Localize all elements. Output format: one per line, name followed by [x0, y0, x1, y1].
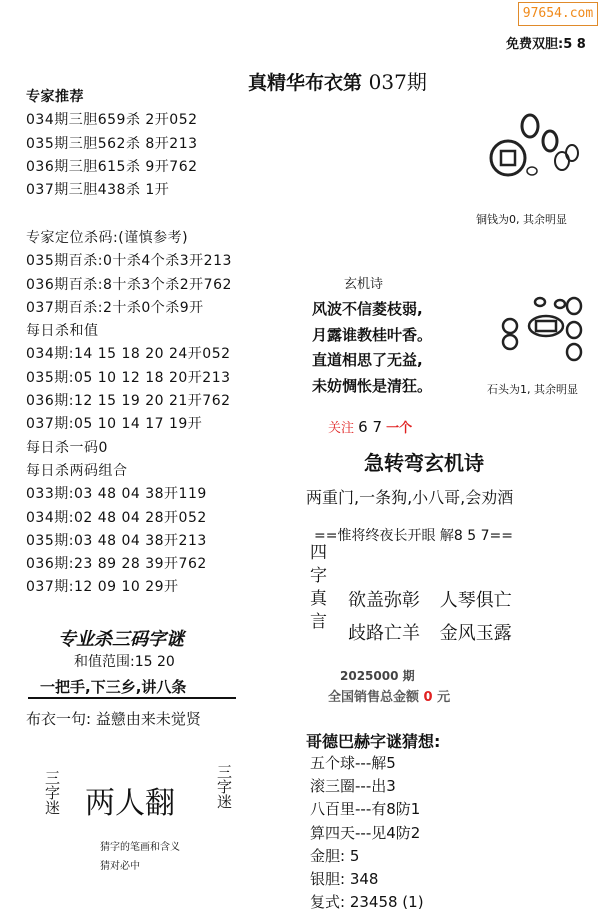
free-double-pick: 免费双胆:5 8	[506, 37, 586, 52]
expert-row: 037期三胆438杀 1开	[26, 182, 170, 199]
stones-caption: 石头为1, 其余明显	[487, 383, 578, 396]
follow-digits: 6 7	[358, 418, 383, 436]
word-riddle-left-tag: 三字迷	[43, 770, 61, 815]
sales-issue: 2025000 期	[340, 669, 415, 683]
four-words-row1	[348, 586, 512, 612]
riddle3-underline	[28, 697, 236, 699]
sum-kill-row: 037期:05 10 14 17 19开	[26, 416, 203, 433]
two-combo-heading: 每日杀两码组合	[26, 462, 128, 479]
goldbach-row: 八百里---有8防1	[310, 800, 421, 819]
four-word-phrase: 金风玉露	[439, 623, 512, 644]
buyi-sentence: 布衣一句: 益戆由来未觉贤	[26, 710, 201, 728]
expert-section	[26, 86, 198, 202]
goldbach-row: 银胆: 348	[310, 870, 379, 889]
coins-picture	[488, 113, 588, 207]
turn-poem-line1: 两重门,一条狗,小八哥,会劝酒	[306, 488, 514, 507]
poem-line: 月露谁教桂叶香。	[312, 325, 433, 344]
expert-row: 036期三胆615杀 9开762	[26, 158, 198, 175]
sales-unit: 元	[437, 690, 451, 705]
four-words-row2	[348, 619, 512, 645]
coins-caption: 铜钱为0, 其余明显	[476, 213, 567, 226]
sum-kill-row: 036期:12 15 19 20 21开762	[26, 393, 231, 410]
position-kill-row: 036期百杀:8十杀3个杀2开762	[26, 276, 232, 293]
goldbach-heading: 哥德巴赫字谜猜想:	[306, 732, 441, 751]
sales-label: 全国销售总金额	[328, 690, 420, 705]
two-combo-row: 037期:12 09 10 29开	[26, 579, 179, 596]
expert-row: 034期三胆659杀 2开052	[26, 112, 198, 129]
goldbach-row: 复式: 23458 (1)	[310, 893, 424, 912]
word-riddle-right-tag: 三字迷	[215, 764, 233, 809]
stones-picture	[498, 294, 588, 373]
position-kill-section	[26, 227, 232, 600]
turn-poem-line2: ==惟将终夜长开眼 解8 5 7==	[314, 528, 513, 544]
goldbach-list	[310, 752, 424, 914]
sales-amount: 0	[423, 690, 433, 705]
page-title	[248, 66, 427, 95]
riddle3-sum-range: 和值范围:15 20	[74, 654, 175, 670]
word-riddle-main: 两人翻	[85, 786, 175, 821]
riddle3-line: 一把手,下三乡,讲八条	[40, 678, 187, 696]
two-combo-row: 036期:23 89 28 39开762	[26, 556, 207, 573]
sales-line	[328, 686, 450, 705]
expert-row: 035期三胆562杀 8开213	[26, 135, 198, 152]
four-words-side: 四字真言	[306, 543, 326, 635]
turn-poem-heading: 急转弯玄机诗	[364, 451, 484, 475]
follow-label: 关注	[328, 421, 355, 436]
position-kill-row: 037期百杀:2十杀0个杀9开	[26, 299, 204, 316]
poem-line: 未妨惆怅是清狂。	[312, 376, 433, 395]
poem-heading: 玄机诗	[344, 277, 384, 292]
four-word-phrase: 人琴俱亡	[439, 590, 512, 611]
follow-tail: 一个	[386, 421, 413, 436]
position-kill-row: 035期百杀:0十杀4个杀3开213	[26, 253, 232, 270]
goldbach-row: 滚三圈---出3	[310, 777, 396, 796]
two-combo-row: 035期:03 48 04 38开213	[26, 532, 207, 549]
poem-line: 直道相思了无益,	[312, 351, 423, 369]
goldbach-row: 金胆: 5	[310, 846, 360, 865]
two-combo-row: 033期:03 48 04 38开119	[26, 486, 207, 503]
riddle3-heading: 专业杀三码字谜	[58, 629, 184, 650]
four-word-phrase: 歧路亡羊	[348, 623, 420, 644]
follow-line	[328, 417, 412, 436]
site-logo[interactable]: 97654.com	[518, 2, 598, 26]
sum-kill-row: 034期:14 15 18 20 24开052	[26, 346, 231, 363]
poem-lines	[312, 297, 432, 399]
position-kill-heading: 专家定位杀码:(谨慎参考)	[26, 230, 189, 246]
goldbach-row: 五个球---解5	[310, 754, 396, 772]
two-combo-row: 034期:02 48 04 28开052	[26, 509, 207, 526]
four-word-phrase: 欲盖弥彰	[348, 590, 420, 611]
goldbach-row: 算四天---见4防2	[310, 823, 421, 842]
title-main: 真精华布衣第	[248, 72, 363, 94]
title-issue: 037期	[368, 70, 427, 94]
word-riddle-hint-2: 猜对必中	[100, 861, 140, 872]
word-riddle-hint-1: 猜字的笔画和含义	[100, 842, 180, 853]
expert-heading: 专家推荐	[26, 89, 84, 105]
kill-one-code: 每日杀一码0	[26, 439, 108, 456]
sum-kill-row: 035期:05 10 12 18 20开213	[26, 369, 231, 386]
poem-line: 风波不信菱枝弱,	[312, 300, 423, 318]
sum-kill-heading: 每日杀和值	[26, 323, 99, 340]
